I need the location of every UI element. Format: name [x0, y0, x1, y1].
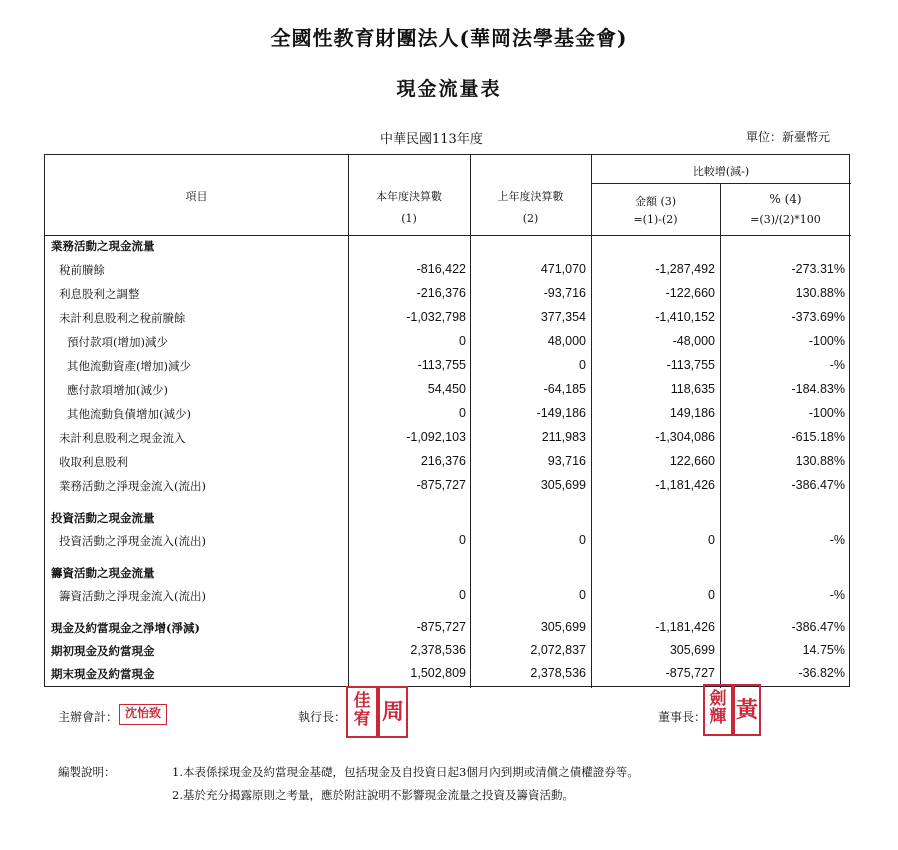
cell-diff: 149,186: [669, 406, 715, 420]
cell-diff: 0: [708, 533, 715, 547]
cell-pct: -615.18%: [791, 430, 845, 444]
cell-prior: 0: [579, 358, 586, 372]
cell-diff: -1,304,086: [655, 430, 715, 444]
cell-pct: -386.47%: [791, 620, 845, 634]
cell-prior: 2,378,536: [530, 666, 586, 680]
header-col4-line1: % (4): [769, 192, 802, 206]
cell-prior: 0: [579, 533, 586, 547]
currency-unit: 單位：新臺幣元: [746, 130, 831, 144]
table-row: [45, 307, 851, 329]
cell-diff: -48,000: [672, 334, 715, 348]
cell-diff: -122,660: [665, 286, 715, 300]
cell-prior: 211,983: [541, 430, 586, 444]
row-label: 期初現金及約當現金: [51, 644, 155, 658]
row-label: 預付款項(增加)減少: [67, 335, 168, 349]
table-row: [45, 617, 851, 639]
ceo-seal-right: 周: [378, 686, 408, 738]
report-subtitle: 現金流量表: [396, 78, 502, 100]
row-label: 未計利息股利之現金流入: [59, 431, 186, 445]
table-row: [45, 663, 851, 685]
cell-pct: -386.47%: [791, 478, 845, 492]
row-label: 其他流動負債增加(減少): [67, 407, 191, 421]
row-label: 其他流動資產(增加)減少: [67, 359, 191, 373]
cell-pct: 130.88%: [795, 454, 845, 468]
notes-line-2: 2.基於充分揭露原則之考量，應於附註說明不影響現金流量之投資及籌資活動。: [172, 788, 574, 802]
table-row: [45, 640, 851, 662]
chairman-seal-left: 劍輝: [703, 684, 733, 736]
cell-prior: 0: [579, 588, 586, 602]
cell-pct: -100%: [808, 406, 845, 420]
cell-prior: 471,070: [540, 262, 586, 276]
table-row: [45, 451, 851, 473]
ceo-label: 執行長：: [298, 710, 347, 724]
cell-prior: 48,000: [547, 334, 586, 348]
table-row: [45, 562, 851, 584]
notes-line-1: 1.本表係採現金及約當現金基礎，包括現金及自投資日起3個月內到期或清償之債權證券等。: [172, 765, 639, 779]
header-col2-line1: 上年度決算數: [497, 190, 564, 203]
chairman-label: 董事長：: [658, 710, 707, 724]
cell-current: 0: [459, 334, 466, 348]
cell-diff: -1,287,492: [655, 262, 715, 276]
cell-prior: 2,072,837: [530, 643, 586, 657]
header-col1-line1: 本年度決算數: [376, 190, 442, 203]
row-label: 籌資活動之現金流量: [51, 566, 155, 580]
cell-current: 2,378,536: [410, 643, 466, 657]
cell-diff: 0: [708, 588, 715, 602]
header-col3-line1: 金額 (3): [634, 195, 677, 208]
ceo-seal-left: 佳宥: [346, 686, 378, 738]
table-row: [45, 355, 851, 377]
cell-pct: -373.69%: [791, 310, 845, 324]
cell-pct: 130.88%: [795, 286, 845, 300]
cell-current: 216,376: [420, 454, 466, 468]
chairman-seal-right: 黃: [733, 684, 761, 736]
row-label: 收取利息股利: [59, 455, 128, 469]
cell-diff: -875,727: [665, 666, 715, 680]
cell-diff: -1,410,152: [655, 310, 715, 324]
cell-current: 1,502,809: [410, 666, 466, 680]
cell-diff: 118,635: [670, 382, 715, 396]
header-col2-line2: (2): [522, 212, 539, 225]
cell-pct: -%: [829, 588, 845, 602]
row-label: 投資活動之現金流量: [51, 511, 155, 525]
table-row: [45, 427, 851, 449]
table-row: [45, 585, 851, 607]
cell-prior: 305,699: [540, 620, 586, 634]
cell-pct: -100%: [808, 334, 845, 348]
header-col4-line2: =(3)/(2)*100: [750, 213, 821, 226]
cell-diff: 122,660: [669, 454, 715, 468]
table-row: [45, 530, 851, 552]
cell-diff: 305,699: [669, 643, 715, 657]
report-title: 全國性教育財團法人(華岡法學基金會): [270, 26, 628, 50]
table-row: [45, 403, 851, 425]
table-row: [45, 283, 851, 305]
accountant-label: 主辦會計：: [58, 710, 119, 724]
table-row: [45, 379, 851, 401]
cell-diff: -1,181,426: [655, 478, 715, 492]
table-row: [45, 475, 851, 497]
header-col3-line2: =(1)-(2): [633, 213, 678, 226]
cell-prior: -93,716: [543, 286, 586, 300]
table-row: [45, 331, 851, 353]
row-label: 投資活動之淨現金流入(流出): [59, 534, 206, 548]
cell-pct: -36.82%: [798, 666, 845, 680]
header-item: 項目: [185, 190, 208, 203]
row-label: 利息股利之調整: [59, 287, 140, 301]
header-compare: 比較增(減-): [692, 165, 750, 178]
cash-flow-table: [44, 154, 850, 687]
row-label: 稅前賸餘: [59, 263, 105, 277]
row-label: 期末現金及約當現金: [51, 667, 155, 681]
notes-label: 編製說明：: [58, 765, 116, 779]
cell-prior: -149,186: [536, 406, 586, 420]
row-label: 業務活動之現金流量: [51, 239, 155, 253]
row-label: 未計利息股利之稅前賸餘: [59, 311, 186, 325]
table-row: [45, 507, 851, 529]
row-label: 應付款項增加(減少): [67, 383, 168, 397]
cell-current: -816,422: [416, 262, 466, 276]
cell-current: 0: [459, 533, 466, 547]
cell-prior: 305,699: [540, 478, 586, 492]
cell-current: -216,376: [416, 286, 466, 300]
table-row: [45, 235, 851, 257]
cell-prior: 377,354: [540, 310, 586, 324]
cell-current: -875,727: [416, 620, 466, 634]
cell-pct: -273.31%: [791, 262, 845, 276]
cell-current: -113,755: [417, 358, 466, 372]
cell-pct: -%: [829, 533, 845, 547]
cell-current: -1,032,798: [406, 310, 466, 324]
row-label: 籌資活動之淨現金流入(流出): [59, 589, 206, 603]
cell-pct: -%: [829, 358, 845, 372]
header-col1-line2: (1): [401, 212, 417, 225]
cell-current: -1,092,103: [406, 430, 466, 444]
fiscal-year: 中華民國113年度: [380, 132, 483, 147]
row-label: 現金及約當現金之淨增(淨減): [51, 621, 200, 635]
cell-pct: 14.75%: [802, 643, 845, 657]
cell-current: 0: [459, 406, 466, 420]
cell-prior: -64,185: [543, 382, 586, 396]
cell-diff: -113,755: [666, 358, 715, 372]
cell-current: -875,727: [416, 478, 466, 492]
table-row: [45, 259, 851, 281]
cell-prior: 93,716: [547, 454, 586, 468]
accountant-seal: 沈怡致: [119, 704, 167, 725]
cell-current: 0: [459, 588, 466, 602]
cell-pct: -184.83%: [791, 382, 845, 396]
cell-current: 54,450: [427, 382, 466, 396]
cell-diff: -1,181,426: [655, 620, 715, 634]
row-label: 業務活動之淨現金流入(流出): [59, 479, 206, 493]
